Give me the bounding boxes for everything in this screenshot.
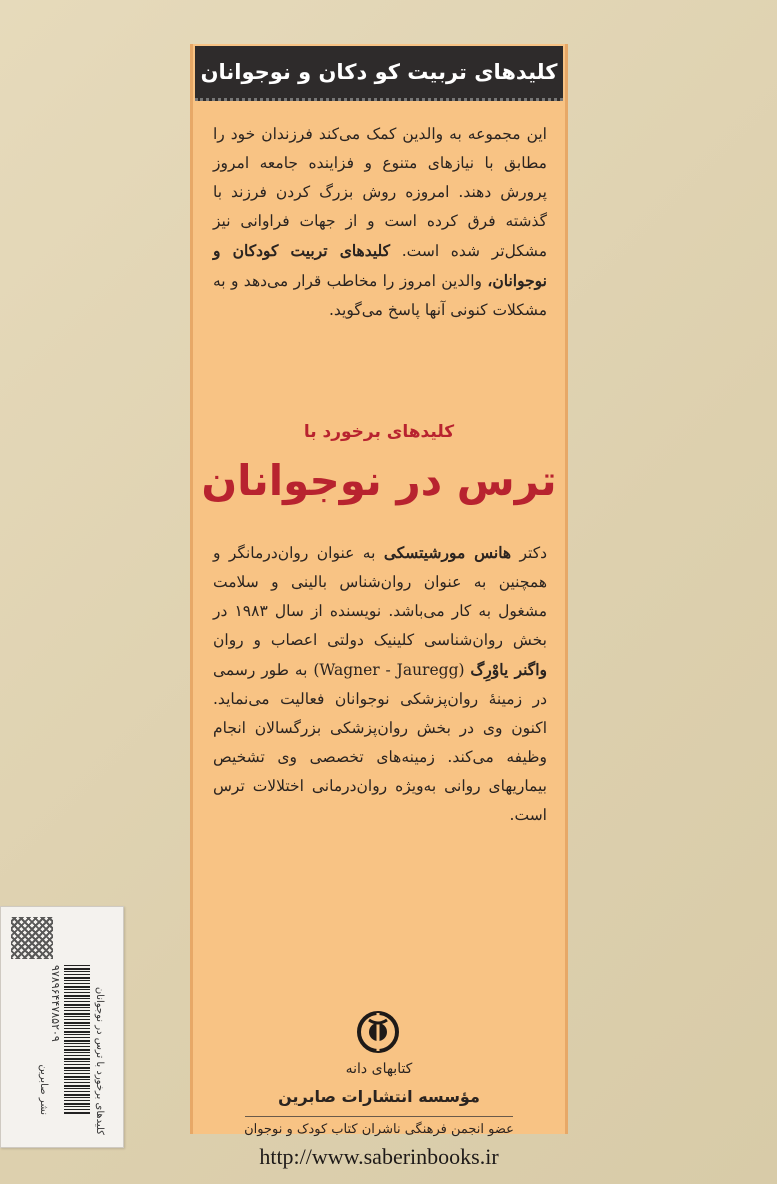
book-title: ترس در نوجوانان — [201, 456, 557, 505]
bio-text-2: به عنوان روان‌درمانگر و همچنین به عنوان روان‌شناس بالینی و سلامت مشغول به کار می‌باشد. نویسنده از سال ۱۹۸۳ در بخش روان‌شناسی کلینیک دولتی اعصاب و روان — [213, 544, 547, 649]
intro-text-2: والدین امروز را مخاطب قرار می‌دهد و به مشکلات کنونی آنها پاسخ می‌گوید. — [213, 272, 547, 319]
barcode-sticker — [0, 906, 124, 1148]
intro-paragraph — [213, 120, 547, 325]
publisher-website: http://www.saberinbooks.ir — [259, 1144, 499, 1169]
book-subtitle: کلیدهای برخورد با — [303, 422, 455, 442]
bio-text-3: (Wagner - Jauregg) به طور رسمی در زمینهٔ روان‌پزشکی نوجوانان فعالیت می‌نماید. اکنون وی در بخش روان‌پزشکی بزرگسالان انجام وظیفه می‌کند. زمینه‌های تخصصی وی تشخیص بیماریهای روانی به‌ویژه روان‌درمانی اختلالات ترس است. — [213, 661, 547, 824]
sticker-isbn: ۹۷۸۹۶۴۴۷۸۵۲۰۹ — [49, 965, 62, 1042]
divider — [245, 1116, 513, 1117]
barcode-icon — [64, 965, 90, 1115]
publisher-logo-icon — [356, 1010, 400, 1054]
info-panel — [190, 44, 568, 1169]
clinic-name: واگنر یاوْرِگ — [470, 660, 547, 679]
sticker-publisher: نشر صابرین — [38, 1064, 49, 1115]
intro-series-name: کلیدهای تربیت کودکان و نوجوانان، — [213, 241, 547, 290]
bio-text-1: دکتر — [511, 544, 547, 562]
imprint-name: کتابهای دانه — [345, 1061, 413, 1077]
membership-note: عضو انجمن فرهنگی ناشران کتاب کودک و نوجوان — [244, 1122, 514, 1137]
intro-text-1: این مجموعه به والدین کمک می‌کند فرزندان خود را مطابق با نیازهای متنوع و فزاینده جامعه امروز پرورش دهند. امروزه روش بزرگ کردن فرزند با گذشته فرق کرده است و از جهات فراوانی نیز مشکل‌تر شده است. — [213, 125, 547, 260]
sticker-rotated-content — [15, 965, 105, 1148]
publisher-name: مؤسسه انتشارات صابرین — [278, 1087, 480, 1106]
sticker-pattern-icon — [11, 917, 53, 959]
author-bio — [213, 538, 547, 830]
sticker-title: کلیدهای برخورد با ترس در نوجوانان — [94, 986, 105, 1135]
series-title: کلیدهای تربیت کو دکان و نوجوانان — [195, 46, 563, 101]
author-name: هانس مورشیتسکی — [383, 543, 512, 562]
